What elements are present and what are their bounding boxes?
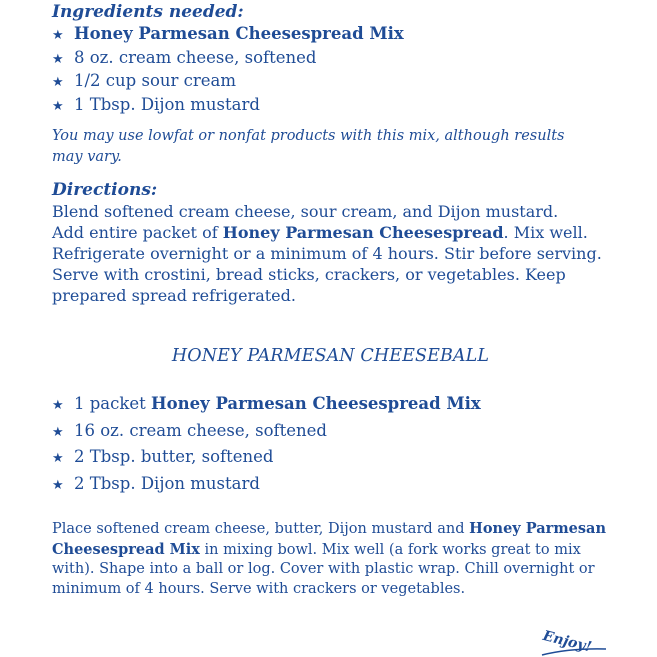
cheeseball-ingredients-list <box>52 392 612 498</box>
recipe-card <box>52 2 612 599</box>
swoosh-underline-icon <box>540 646 610 657</box>
note-line: You may use lowfat or nonfat products with this mix, although results <box>52 128 565 144</box>
directions-line <box>52 540 612 561</box>
directions-line: minimum of 4 hours. Serve with crackers or vegetables. <box>52 580 466 597</box>
directions-text <box>52 201 612 306</box>
star-icon: ★ <box>52 451 64 466</box>
star-icon: ★ <box>52 98 64 114</box>
cheeseball-title: HONEY PARMESAN CHEESEBALL <box>171 346 490 366</box>
directions-line: Blend softened cream cheese, sour cream, and Dijon mustard. <box>52 202 559 221</box>
product-name: Honey Parmesan Cheesespread Mix <box>74 24 404 43</box>
cheeseball-directions <box>52 519 612 599</box>
ingredient-text: 1 packet <box>74 394 152 413</box>
directions-line <box>52 519 612 540</box>
ingredients-heading: Ingredients needed: <box>52 2 244 22</box>
ingredient-text: 1 Tbsp. Dijon mustard <box>74 94 260 114</box>
product-name: Honey Parmesan Cheesespread Mix <box>151 394 481 413</box>
product-name: Cheesespread Mix <box>52 540 200 558</box>
star-icon: ★ <box>52 398 64 413</box>
star-icon: ★ <box>52 28 64 43</box>
directions-line <box>52 222 612 243</box>
ingredient-text: 8 oz. cream cheese, softened <box>74 47 317 67</box>
list-item <box>52 445 612 472</box>
list-item <box>52 94 612 118</box>
directions-line: prepared spread refrigerated. <box>52 286 296 305</box>
text-run: Add entire packet of <box>52 223 223 242</box>
list-item <box>52 392 612 419</box>
star-icon: ★ <box>52 477 64 493</box>
product-name: Honey Parmesan Cheesespread <box>222 223 504 242</box>
list-item <box>52 70 612 94</box>
ingredient-text: 1/2 cup sour cream <box>74 71 237 90</box>
list-item <box>52 472 612 499</box>
directions-line: with). Shape into a ball or log. Cover with plastic wrap. Chill overnight or <box>52 561 595 577</box>
directions-heading: Directions: <box>52 180 158 200</box>
enjoy-text: Enjoy! <box>541 628 594 656</box>
ingredient-text: 16 oz. cream cheese, softened <box>74 420 327 440</box>
star-icon: ★ <box>52 75 64 90</box>
list-item <box>52 419 612 446</box>
list-item <box>52 47 612 71</box>
ingredient-text: 2 Tbsp. Dijon mustard <box>74 473 260 493</box>
text-run: . Mix well. <box>503 223 588 242</box>
product-name: Honey Parmesan <box>469 520 606 537</box>
text-run: Place softened cream cheese, butter, Dijon mustard and <box>52 521 470 537</box>
ingredients-list <box>52 23 612 117</box>
star-icon: ★ <box>52 424 64 440</box>
substitution-note <box>52 126 612 168</box>
note-line: may vary. <box>52 149 122 165</box>
directions-line: Refrigerate overnight or a minimum of 4 hours. Stir before serving. <box>52 244 602 263</box>
ingredient-text: 2 Tbsp. butter, softened <box>74 447 274 466</box>
list-item <box>52 23 612 47</box>
directions-line: Serve with crostini, bread sticks, crackers, or vegetables. Keep <box>52 265 566 284</box>
star-icon: ★ <box>52 51 64 67</box>
text-run: in mixing bowl. Mix well (a fork works great to mix <box>199 541 581 558</box>
